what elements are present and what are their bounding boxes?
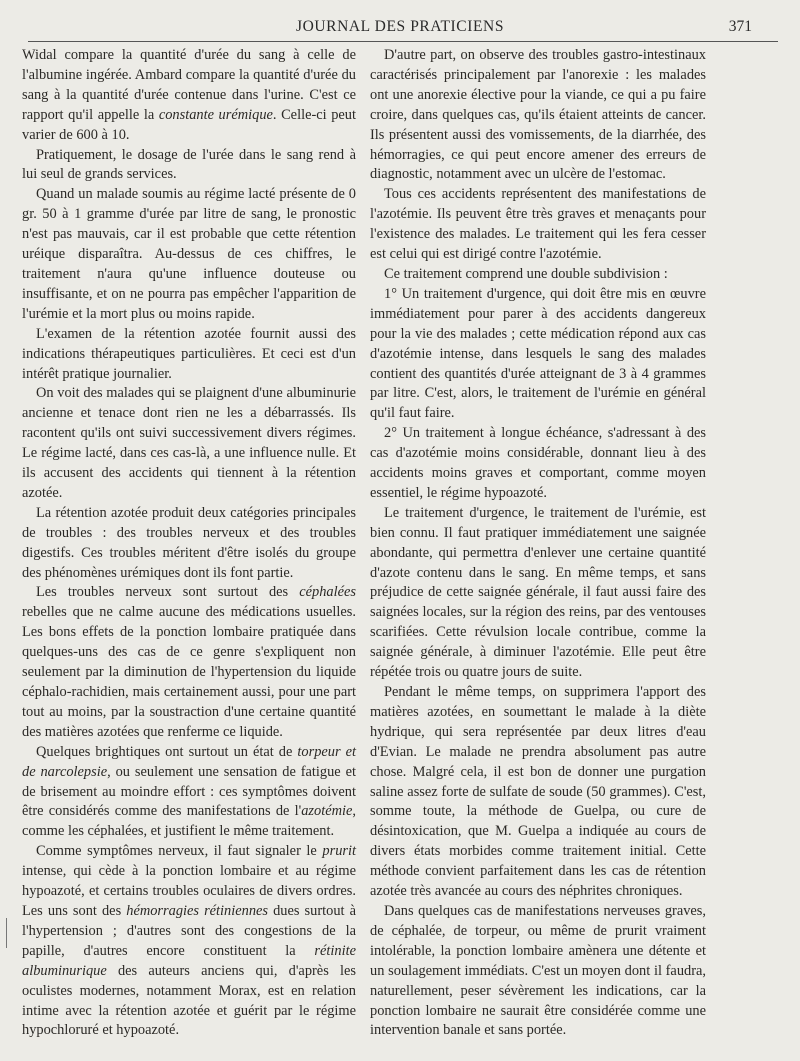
text-run: On voit des malades qui se plaignent d'une albuminurie ancienne et tenace dont rien ne les a débarrassés. Ils racontent qu'ils ont suivi successivement divers régimes. Le régime lacté, dans ces cas-là, a une influence nulle. Et ils accusent des accidents qui tiennent à la rétention azotée. — [22, 385, 356, 501]
italic-term: azotémie — [301, 803, 353, 820]
paragraph — [370, 265, 706, 285]
text-run: dues surtout à l'hypertension ; d'autres sont des congestions de la papille, d'autres encore constituent la — [22, 902, 356, 959]
text-run: Dans quelques cas de manifestations nerveuses graves, de céphalée, de torpeur, ou même de prurit vraiment intolérable, la ponction lombaire amènera une détente et un soulagement immédiats. C'est un moyen dont il faudra, naturellement, peser sévèrement les indications, car la ponction lombaire ne saurait être considérée comme une intervention banale et sans portée. — [370, 902, 706, 1039]
text-run: La rétention azotée produit deux catégories principales de troubles : des troubles nerveux et des troubles digestifs. Ces troubles méritent d'être isolés du groupe des phénomènes urémiques dont ils font partie. — [22, 504, 356, 581]
paragraph — [22, 504, 356, 584]
paragraph — [22, 46, 356, 146]
italic-term: torpeur et de narcolepsie — [22, 743, 356, 780]
page-number: 371 — [728, 18, 752, 35]
text-run: , comme les céphalées, et justifient le même traitement. — [22, 803, 356, 840]
text-run: Widal compare la quantité d'urée du sang à celle de l'albumine ingérée. Ambard compare la quantité d'urée du sang à la quantité d'urée contenue dans l'urine. C'est ce rapport qu'il appelle la — [22, 47, 356, 123]
paragraph — [370, 185, 706, 265]
italic-term: prurit — [322, 843, 356, 860]
paragraph — [370, 504, 706, 683]
text-run: Pendant le même temps, on supprimera l'apport des matières azotées, en soumettant le malade à la diète hydrique, qui sera représentée par deux litres d'eau d'Evian. Le malade ne prendra absolument pas autre chose. Malgré cela, il est bon de donner une purgation saline assez forte de sulfate de soude (50 grammes). C'est, somme toute, la méthode de Guelpa, ou cure de désintoxication, que M. Guelpa a indiquée au cours de divers états morbides comme traitement initial. Cette méthode convient parfaitement dans les cas de rétention azotée très avancée au cours des néphrites chroniques. — [370, 684, 706, 900]
paragraph — [22, 583, 356, 742]
text-run: L'examen de la rétention azotée fournit aussi des indications thérapeutiques particulières. Et ceci est d'un intérêt pratique journalier. — [22, 325, 356, 382]
paragraph — [22, 842, 356, 1041]
italic-term: constante urémique — [158, 106, 273, 123]
header-rule — [28, 41, 778, 42]
italic-term: rétinite albuminurique — [22, 942, 356, 979]
paragraph — [370, 683, 706, 902]
paragraph — [370, 46, 706, 185]
text-run: , ou seulement une sensation de fatigue et de brisement au moindre effort : ces symptômes doivent être considérés comme des manifestations de l' — [22, 763, 356, 820]
text-run: Tous ces accidents représentent des manifestations de l'azotémie. Ils peuvent être très graves et menaçants pour l'existence des malades. Le traitement qui les fera cesser est celui qui est dirigé contre l'azotémie. — [370, 186, 706, 263]
text-run: 2° Un traitement à longue échéance, s'adressant à des cas d'azotémie moins considérable, donnant lieu à des accidents moins graves et comportant, comme moyen essentiel, le régime hypoazoté. — [370, 425, 706, 501]
text-run: des auteurs anciens qui, d'après les oculistes modernes, notamment Morax, est en relation intime avec la rétention azotée et guérit par le régime hypochloruré et hypoazoté. — [22, 962, 356, 1039]
paragraph — [22, 743, 356, 843]
paragraph — [22, 384, 356, 503]
paragraph — [22, 325, 356, 385]
text-run: D'autre part, on observe des troubles gastro-intestinaux caractérisés principalement par l'anorexie : les malades ont une anorexie élective pour la viande, ce qui a pu faire croire, dans quelques cas, qu'ils étaient atteints de cancer. Ils présentent aussi des vomissements, de la diarrhée, des hémorragies, ce qui peut encore amener des erreurs de diagnostic, notamment avec un ulcère de l'estomac. — [370, 47, 706, 183]
paragraph — [22, 185, 356, 324]
paragraph — [370, 285, 706, 424]
text-run: Pratiquement, le dosage de l'urée dans le sang rend à lui seul de grands services. — [22, 146, 356, 183]
paragraph — [370, 902, 706, 1041]
right-column — [370, 46, 706, 1041]
text-run: rebelles que ne calme aucune des médications usuelles. Les bons effets de la ponction lombaire pratiquée dans quelques-uns des cas de ce genre s'expliquent non seulement par la diminution de l'hypertension du liquide céphalo-rachidien, mais certainement aussi, pour une part tout au moins, par la soustraction d'une certaine quantité des matières azotées que renferme ce liquide. — [22, 604, 356, 740]
text-run: intense, qui cède à la ponction lombaire et au régime hypoazoté, et certains troubles oculaires de divers ordres. Les uns sont des — [22, 863, 356, 919]
margin-pencil-mark — [6, 918, 7, 948]
text-run: Quand un malade soumis au régime lacté présente de 0 gr. 50 à 1 gramme d'urée par litre de sang, le pronostic n'est pas mauvais, car il est probable que cette rétention uréique disparaîtra. Au-dessus de ces chiffres, le traitement n'aura qu'une influence douteuse ou insuffisante, et on ne pourra pas empêcher l'apparition de l'urémie et la mort plus ou moins rapide. — [22, 186, 356, 322]
text-run: Comme symptômes nerveux, il faut signaler le — [36, 843, 323, 860]
text-run: 1° Un traitement d'urgence, qui doit être mis en œuvre immédiatement pour parer à des accidents dangereux pour la vie des malades ; cette médication répond aux cas d'azotémie intense, dans lesquels le sang des malades contient des quantités d'urée atteignant de 3 à 4 grammes par litre. C'est, alors, le traitement de l'urémie en général qu'il faut faire. — [370, 285, 706, 422]
running-title: JOURNAL DES PRATICIENS — [295, 18, 505, 35]
italic-term: céphalées — [299, 584, 356, 601]
text-run: . Celle-ci peut varier de 600 à 10. — [22, 106, 356, 143]
paragraph — [370, 424, 706, 504]
paragraph — [22, 146, 356, 186]
left-column — [22, 46, 356, 1041]
text-run: Le traitement d'urgence, le traitement de l'urémie, est bien connu. Il faut pratiquer immédiatement une saignée abondante, qui permettra d'enlever une certaine quantité d'azote contenu dans le sang. En même temps, et sans préjudice de cette saignée générale, il faut aussi faire des saignées locales, sur la région des reins, par des ventouses scarifiées. Cette révulsion locale contribue, comme la saignée générale, à diminuer l'azotémie. Elle peut être répétée trois ou quatre jours de suite. — [370, 504, 706, 681]
text-run: Quelques brightiques ont surtout un état de — [36, 743, 298, 760]
text-run: Ce traitement comprend une double subdivision : — [384, 265, 668, 282]
italic-term: hémorragies rétiniennes — [126, 902, 269, 919]
text-run: Les troubles nerveux sont surtout des — [36, 584, 300, 601]
